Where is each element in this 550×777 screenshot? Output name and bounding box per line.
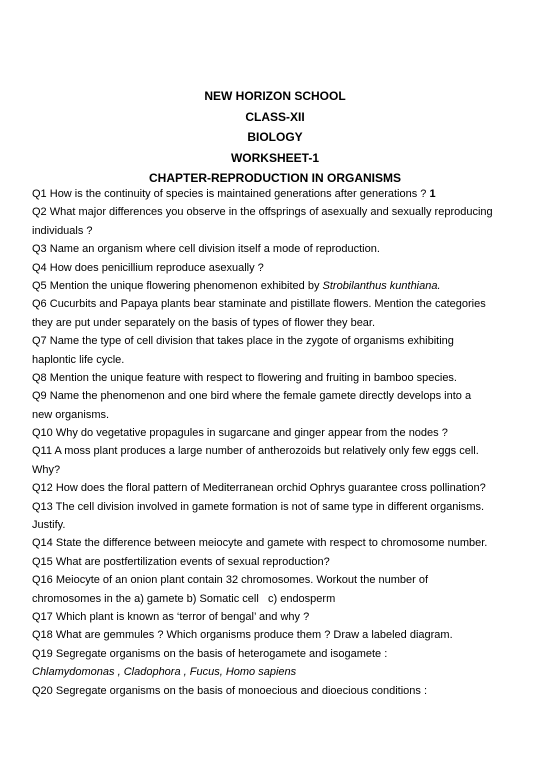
question-number: Q3: [32, 243, 47, 256]
organism-list: Chlamydomonas , Cladophora , Fucus, Homo sapiens: [32, 666, 297, 679]
question-item: [32, 277, 532, 295]
question-number: Q19: [32, 647, 53, 660]
question-mark: 1: [429, 188, 436, 200]
question-text-continued: they are put under separately on the basis of types of flower they bear.: [32, 316, 376, 329]
question-text: A moss plant produces a large number of antherozoids but relatively only few eggs cell.: [54, 445, 479, 458]
question-number: Q8: [32, 371, 47, 384]
question-item: [32, 203, 532, 240]
question-number: Q10: [32, 427, 53, 440]
question-item: [32, 553, 532, 571]
question-number: Q12: [32, 482, 53, 495]
question-text: What major differences you observe in the offsprings of asexually and sexually reproducing: [49, 206, 493, 219]
question-number: Q18: [32, 629, 53, 642]
question-item: [32, 240, 532, 258]
question-text: Mention the unique feature with respect to flowering and fruiting in bamboo species.: [49, 371, 457, 384]
question-number: Q14: [32, 537, 53, 550]
question-text: Mention the unique flowering phenomenon exhibited by: [49, 279, 320, 292]
question-text: What are gemmules ? Which organisms produce them ? Draw a labeled diagram.: [55, 629, 453, 642]
question-number: Q17: [32, 610, 53, 623]
question-item: [32, 534, 532, 552]
question-text: How is the continuity of species is maintained generations after generations ?: [49, 188, 427, 200]
question-text: How does the floral pattern of Mediterranean orchid Ophrys guarantee cross pollination?: [55, 482, 486, 495]
question-text: Which plant is known as ‘terror of bengal’ and why ?: [55, 610, 310, 623]
question-item: [32, 295, 532, 332]
question-item: [32, 626, 532, 644]
question-number: Q20: [32, 684, 53, 697]
class-name: CLASS-XII: [245, 109, 305, 124]
question-item: [32, 259, 532, 277]
question-text-continued: Justify.: [32, 519, 66, 532]
species-name: Strobilanthus kunthiana.: [322, 279, 441, 292]
question-item: [32, 424, 532, 442]
question-text-continued: haplontic life cycle.: [32, 353, 125, 366]
question-item: [32, 479, 532, 497]
question-text: Why do vegetative propagules in sugarcane and ginger appear from the nodes ?: [55, 427, 448, 440]
question-number: Q6: [32, 298, 47, 311]
question-text: How does penicillium reproduce asexually ?: [49, 261, 264, 274]
chapter-title: CHAPTER-REPRODUCTION IN ORGANISMS: [148, 171, 401, 185]
question-item: [32, 442, 532, 479]
question-text: State the difference between meiocyte and gamete with respect to chromosome number.: [55, 537, 488, 550]
question-number: Q16: [32, 574, 53, 587]
question-text: Meiocyte of an onion plant contain 32 chromosomes. Workout the number of: [55, 574, 429, 587]
question-number: Q11: [32, 445, 52, 458]
school-name: NEW HORIZON SCHOOL: [204, 89, 346, 103]
question-number: Q15: [32, 555, 53, 568]
question-item: [32, 498, 532, 535]
question-text: Segregate organisms on the basis of heterogamete and isogamete :: [55, 647, 388, 660]
question-item: [32, 571, 532, 608]
question-text: Name the type of cell division that takes place in the zygote of organisms exhibiting: [49, 335, 454, 348]
worksheet-title: WORKSHEET-1: [230, 150, 319, 165]
question-number: Q7: [32, 335, 47, 348]
question-number: Q4: [32, 261, 47, 274]
question-text: Segregate organisms on the basis of monoecious and dioecious conditions :: [55, 684, 428, 697]
question-list: [32, 185, 532, 700]
question-item: [32, 608, 532, 626]
question-item: [32, 369, 532, 387]
question-text-continued: individuals ?: [32, 224, 93, 237]
question-item: [32, 682, 532, 700]
question-item: [32, 332, 532, 369]
question-text-continued: Why?: [32, 463, 61, 476]
question-number: Q2: [32, 206, 47, 219]
question-item: [32, 645, 532, 682]
question-text: The cell division involved in gamete formation is not of same type in different organisms.: [55, 500, 485, 513]
question-number: Q1: [32, 188, 47, 200]
question-text: What are postfertilization events of sexual reproduction?: [55, 555, 330, 568]
subject-name: BIOLOGY: [247, 130, 303, 144]
question-text: Name the phenomenon and one bird where the female gamete directly develops into a: [49, 390, 472, 403]
question-item: [32, 185, 532, 203]
worksheet-header: [0, 86, 550, 189]
question-number: Q9: [32, 390, 47, 403]
question-item: [32, 387, 532, 424]
question-number: Q13: [32, 500, 53, 513]
question-text: Cucurbits and Papaya plants bear staminate and pistillate flowers. Mention the categories: [49, 298, 486, 311]
question-text-continued: new organisms.: [32, 408, 110, 421]
question-text-continued: chromosomes in the a) gamete b) Somatic cell c) endosperm: [32, 592, 336, 605]
question-number: Q5: [32, 279, 47, 292]
question-text: Name an organism where cell division itself a mode of reproduction.: [49, 243, 380, 256]
